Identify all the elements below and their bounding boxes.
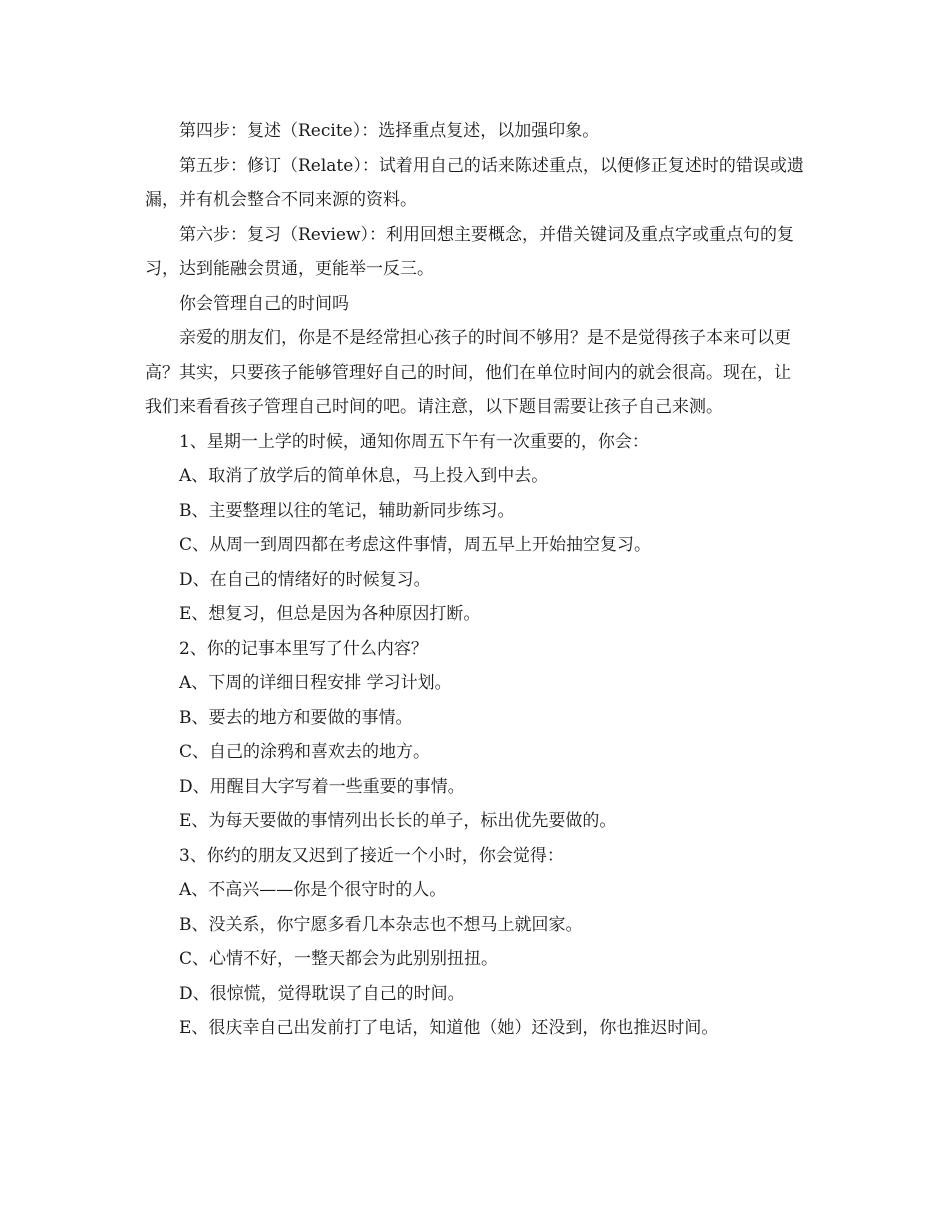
question-1-option-b: B、主要整理以往的笔记，辅助新同步练习。: [179, 500, 515, 521]
question-3-option-a: A、不高兴——你是个很守时的人。: [179, 880, 447, 900]
question-2-option-a: A、下周的详细日程安排 学习计划。: [179, 673, 452, 693]
question-3: 3、你约的朋友又迟到了接近一个小时，你会觉得：: [179, 845, 564, 866]
question-1-option-a: A、取消了放学后的简单休息，马上投入到中去。: [179, 466, 549, 486]
document-body: [145, 114, 805, 1046]
question-2: 2、你的记事本里写了什么内容？: [179, 638, 428, 659]
question-3-option-c: C、心情不好，一整天都会为此别别扭扭。: [179, 949, 499, 969]
section-heading: 你会管理自己的时间吗: [179, 293, 349, 314]
question-2-option-e: E、为每天要做的事情列出长长的单子，标出优先要做的。: [179, 811, 617, 831]
paragraph-step-four: 第四步：复述（Recite）：选择重点复述，以加强印象。: [179, 121, 600, 141]
question-1-option-c: C、从周一到周四都在考虑这件事情，周五早上开始抽空复习。: [179, 535, 652, 555]
question-2-option-b: B、要去的地方和要做的事情。: [179, 707, 413, 728]
question-1-option-d: D、在自己的情绪好的时候复习。: [179, 569, 431, 590]
question-2-option-c: C、自己的涂鸦和喜欢去的地方。: [179, 742, 431, 762]
question-2-option-d: D、用醒目大字写着一些重要的事情。: [179, 776, 465, 797]
intro-paragraph: 亲爱的朋友们，你是不是经常担心孩子的时间不够用？是不是觉得孩子本来可以更高？其实，只要孩子能够管理好自己的时间，他们在单位时间内的就会很高。现在，让我们来看看孩子管理自己时间的吧。请注意，以下题目需要让孩子自己来测。: [145, 328, 791, 417]
paragraph-step-six: 第六步：复习（Review）：利用回想主要概念，并借关键词及重点字或重点句的复习，达到能融会贯通，更能举一反三。: [145, 224, 795, 279]
question-1: 1、星期一上学的时候，通知你周五下午有一次重要的，你会：: [179, 431, 649, 452]
question-3-option-e: E、很庆幸自己出发前打了电话，知道他（她）还没到，你也推迟时间。: [179, 1018, 719, 1038]
question-3-option-d: D、很惊慌，觉得耽误了自己的时间。: [179, 983, 465, 1004]
question-3-option-b: B、没关系，你宁愿多看几本杂志也不想马上就回家。: [179, 914, 583, 935]
paragraph-step-five: 第五步：修订（Relate）：试着用自己的话来陈述重点，以便修正复述时的错误或遗漏，并有机会整合不同来源的资料。: [145, 155, 804, 210]
question-1-option-e: E、想复习，但总是因为各种原因打断。: [179, 604, 481, 624]
